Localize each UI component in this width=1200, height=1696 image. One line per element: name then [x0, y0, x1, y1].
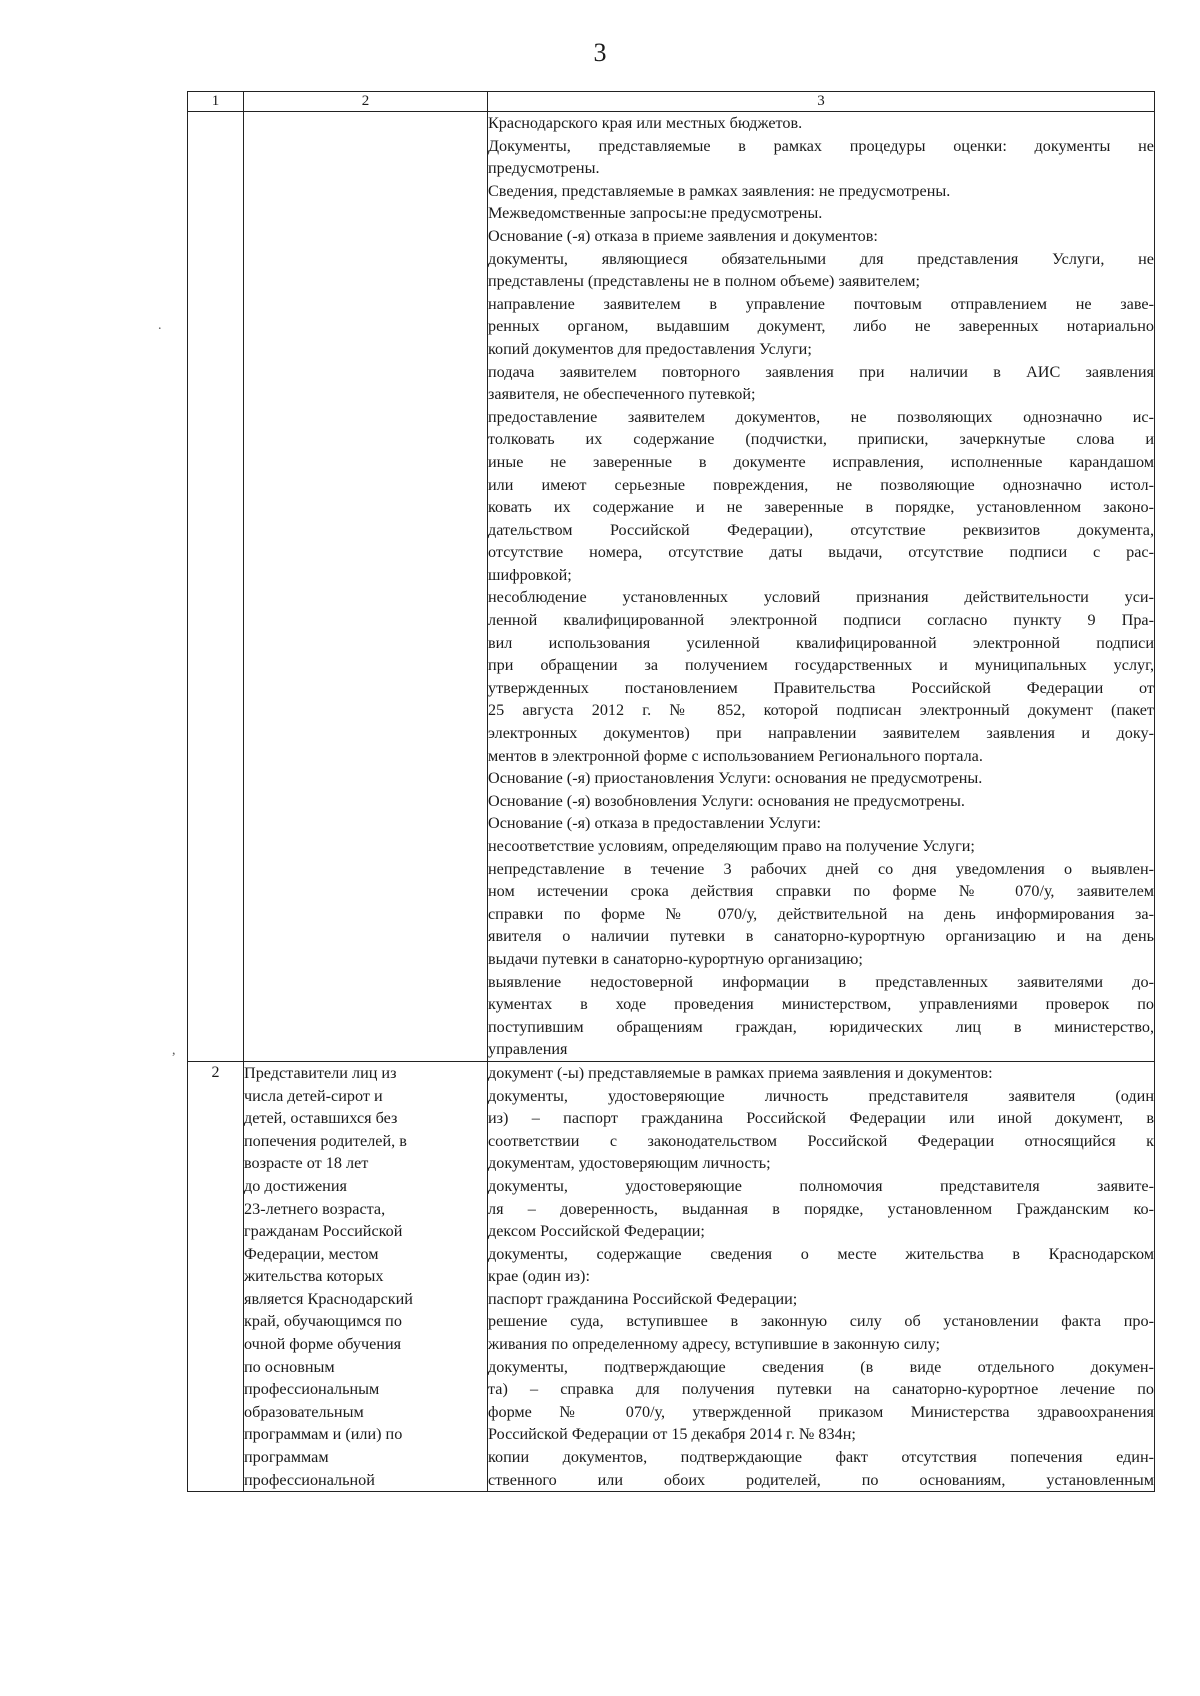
text-line: или имеют серьезные повреждения, не позволяющие однозначно истол- [488, 475, 1154, 494]
text-line: отсутствие номера, отсутствие даты выдачи, отсутствие подписи с рас- [488, 543, 1154, 562]
text-line: 25 августа 2012 г. № 852, которой подписан электронный документ (пакет [488, 701, 1154, 720]
text-line: Сведения, представляемые в рамках заявления: не предусмотрены. [488, 181, 951, 200]
scan-mark: . [158, 318, 162, 333]
category-line: до достижения [244, 1176, 347, 1195]
text-line: поступившим обращениям граждан, юридических лиц в министерство, [488, 1017, 1154, 1036]
table-row [188, 1061, 1155, 1491]
text-line: ментов в электронной форме с использованием Регионального портала. [488, 746, 983, 765]
row-description [488, 112, 1155, 1062]
text-line: дательством Российской Федерации), отсутствие реквизитов документа, [488, 520, 1154, 539]
row-number: 2 [188, 1061, 244, 1491]
scan-mark: , [172, 1043, 176, 1058]
text-line: копий документов для предоставления Услуги; [488, 339, 812, 358]
text-line: ном истечении срока действия справки по форме № 070/у, заявителем [488, 882, 1154, 901]
text-line: предоставление заявителем документов, не позволяющих однозначно ис- [488, 407, 1154, 426]
text-line: форме № 070/у, утвержденной приказом Министерства здравоохранения [488, 1402, 1154, 1421]
category-line: по основным [244, 1357, 335, 1376]
text-line: Документы, представляемые в рамках процедуры оценки: документы не [488, 136, 1154, 155]
text-line: крае (один из): [488, 1267, 590, 1286]
text-line: документы, являющиеся обязательными для представления Услуги, не [488, 249, 1154, 268]
table-row [188, 112, 1155, 1062]
text-line: документы, удостоверяющие личность представителя заявителя (один [488, 1086, 1154, 1105]
text-line: решение суда, вступившее в законную силу об установлении факта про- [488, 1312, 1154, 1331]
page-number: 3 [593, 38, 607, 67]
text-line: дексом Российской Федерации; [488, 1222, 705, 1241]
text-line: документы, удостоверяющие полномочия представителя заявите- [488, 1176, 1154, 1195]
text-line: копии документов, подтверждающие факт отсутствия попечения един- [488, 1448, 1154, 1467]
text-line: ленной квалифицированной электронной подписи согласно пункту 9 Пра- [488, 611, 1154, 630]
text-line: документы, содержащие сведения о месте жительства в Краснодарском [488, 1244, 1154, 1263]
category-line: программам [244, 1448, 329, 1467]
text-line: Российской Федерации от 15 декабря 2014 г. № 834н; [488, 1425, 856, 1444]
text-line: документам, удостоверяющим личность; [488, 1154, 771, 1173]
text-line: Основание (-я) приостановления Услуги: основания не предусмотрены. [488, 769, 983, 788]
text-line: вил использования усиленной квалифицированной электронной подписи [488, 633, 1154, 652]
text-line: соответствии с законодательством Российской Федерации относящийся к [488, 1131, 1154, 1150]
text-line: Краснодарского края или местных бюджетов. [488, 114, 803, 132]
text-line: подача заявителем повторного заявления при наличии в АИС заявления [488, 362, 1154, 381]
text-line: управления [488, 1040, 568, 1059]
text-line: при обращении за получением государственных и муниципальных услуг, [488, 656, 1154, 675]
category-line: край, обучающимся по [244, 1312, 402, 1331]
text-line: справки по форме № 070/у, действительной на день информирования за- [488, 904, 1154, 923]
text-line: паспорт гражданина Российской Федерации; [488, 1289, 798, 1308]
row-description [488, 1061, 1155, 1491]
text-line: та) – справка для получения путевки на санаторно-курортное лечение по [488, 1380, 1154, 1399]
text-line: ля – доверенность, выданная в порядке, установленном Гражданским ко- [488, 1199, 1154, 1218]
text-line: заявителя, не обеспеченного путевкой; [488, 385, 756, 404]
category-line: образовательным [244, 1402, 364, 1421]
category-line: жительства которых [244, 1267, 384, 1286]
category-line: Представители лиц из [244, 1063, 397, 1082]
text-line: документ (-ы) представляемые в рамках приема заявления и документов: [488, 1063, 993, 1082]
category-line: профессиональной [244, 1470, 375, 1489]
text-line: выдачи путевки в санаторно-курортную организацию; [488, 949, 863, 968]
text-line: из) – паспорт гражданина Российской Федерации или иной документ, в [488, 1109, 1154, 1128]
text-line: предусмотрены. [488, 159, 600, 178]
header-col-2: 2 [244, 92, 488, 112]
text-line: утвержденных постановлением Правительства Российской Федерации от [488, 678, 1154, 697]
table-header-row [188, 92, 1155, 112]
text-line: непредставление в течение 3 рабочих дней со дня уведомления о выявлен- [488, 859, 1154, 878]
category-line: числа детей-сирот и [244, 1086, 383, 1105]
text-line: явителя о наличии путевки в санаторно-курортную организацию и на день [488, 927, 1154, 946]
text-line: ковать их содержание и не заверенные в порядке, установленном законо- [488, 498, 1154, 517]
text-line: выявление недостоверной информации в представленных заявителями до- [488, 972, 1154, 991]
category-line: является Краснодарский [244, 1289, 413, 1308]
category-line: программам и (или) по [244, 1425, 403, 1444]
text-line: кументах в ходе проведения министерством, управлениями проверок по [488, 995, 1154, 1014]
category-line: 23-летнего возраста, [244, 1199, 386, 1218]
services-table [187, 91, 1155, 1492]
category-line: гражданам Российской [244, 1222, 403, 1241]
text-line: представлены (представлены не в полном объеме) заявителем; [488, 272, 921, 291]
text-line: Основание (-я) отказа в приеме заявления и документов: [488, 226, 878, 245]
category-line: профессиональным [244, 1380, 380, 1399]
text-line: ренных органом, выдавшим документ, либо не заверенных нотариально [488, 317, 1154, 336]
category-line: Федерации, местом [244, 1244, 379, 1263]
text-line: живания по определенному адресу, вступившие в законную силу; [488, 1335, 941, 1354]
text-line: направление заявителем в управление почтовым отправлением не заве- [488, 294, 1154, 313]
text-line: Межведомственные запросы:не предусмотрены. [488, 204, 823, 223]
header-col-3: 3 [488, 92, 1155, 112]
header-col-1: 1 [188, 92, 244, 112]
category-line: очной форме обучения [244, 1335, 402, 1354]
text-line: Основание (-я) отказа в предоставлении Услуги: [488, 814, 822, 833]
text-line: шифровкой; [488, 565, 572, 584]
category-line: детей, оставшихся без [244, 1109, 398, 1128]
text-line: несоответствие условиям, определяющим право на получение Услуги; [488, 837, 975, 855]
row-number [188, 112, 244, 1062]
category-line: возрасте от 18 лет [244, 1154, 369, 1173]
category-line: попечения родителей, в [244, 1131, 407, 1150]
text-line: Основание (-я) возобновления Услуги: основания не предусмотрены. [488, 791, 965, 810]
text-line: несоблюдение установленных условий признания действительности уси- [488, 588, 1154, 607]
text-line: ственного или обоих родителей, по основаниям, установленным [488, 1470, 1154, 1489]
applicant-category [244, 1061, 488, 1491]
text-line: документы, подтверждающие сведения (в виде отдельного докумен- [488, 1357, 1154, 1376]
applicant-category [244, 112, 488, 1062]
text-line: толковать их содержание (подчистки, приписки, зачеркнутые слова и [488, 430, 1154, 449]
text-line: иные не заверенные в документе исправления, исполненные карандашом [488, 452, 1154, 471]
text-line: электронных документов) при направлении заявителем заявления и доку- [488, 724, 1154, 743]
